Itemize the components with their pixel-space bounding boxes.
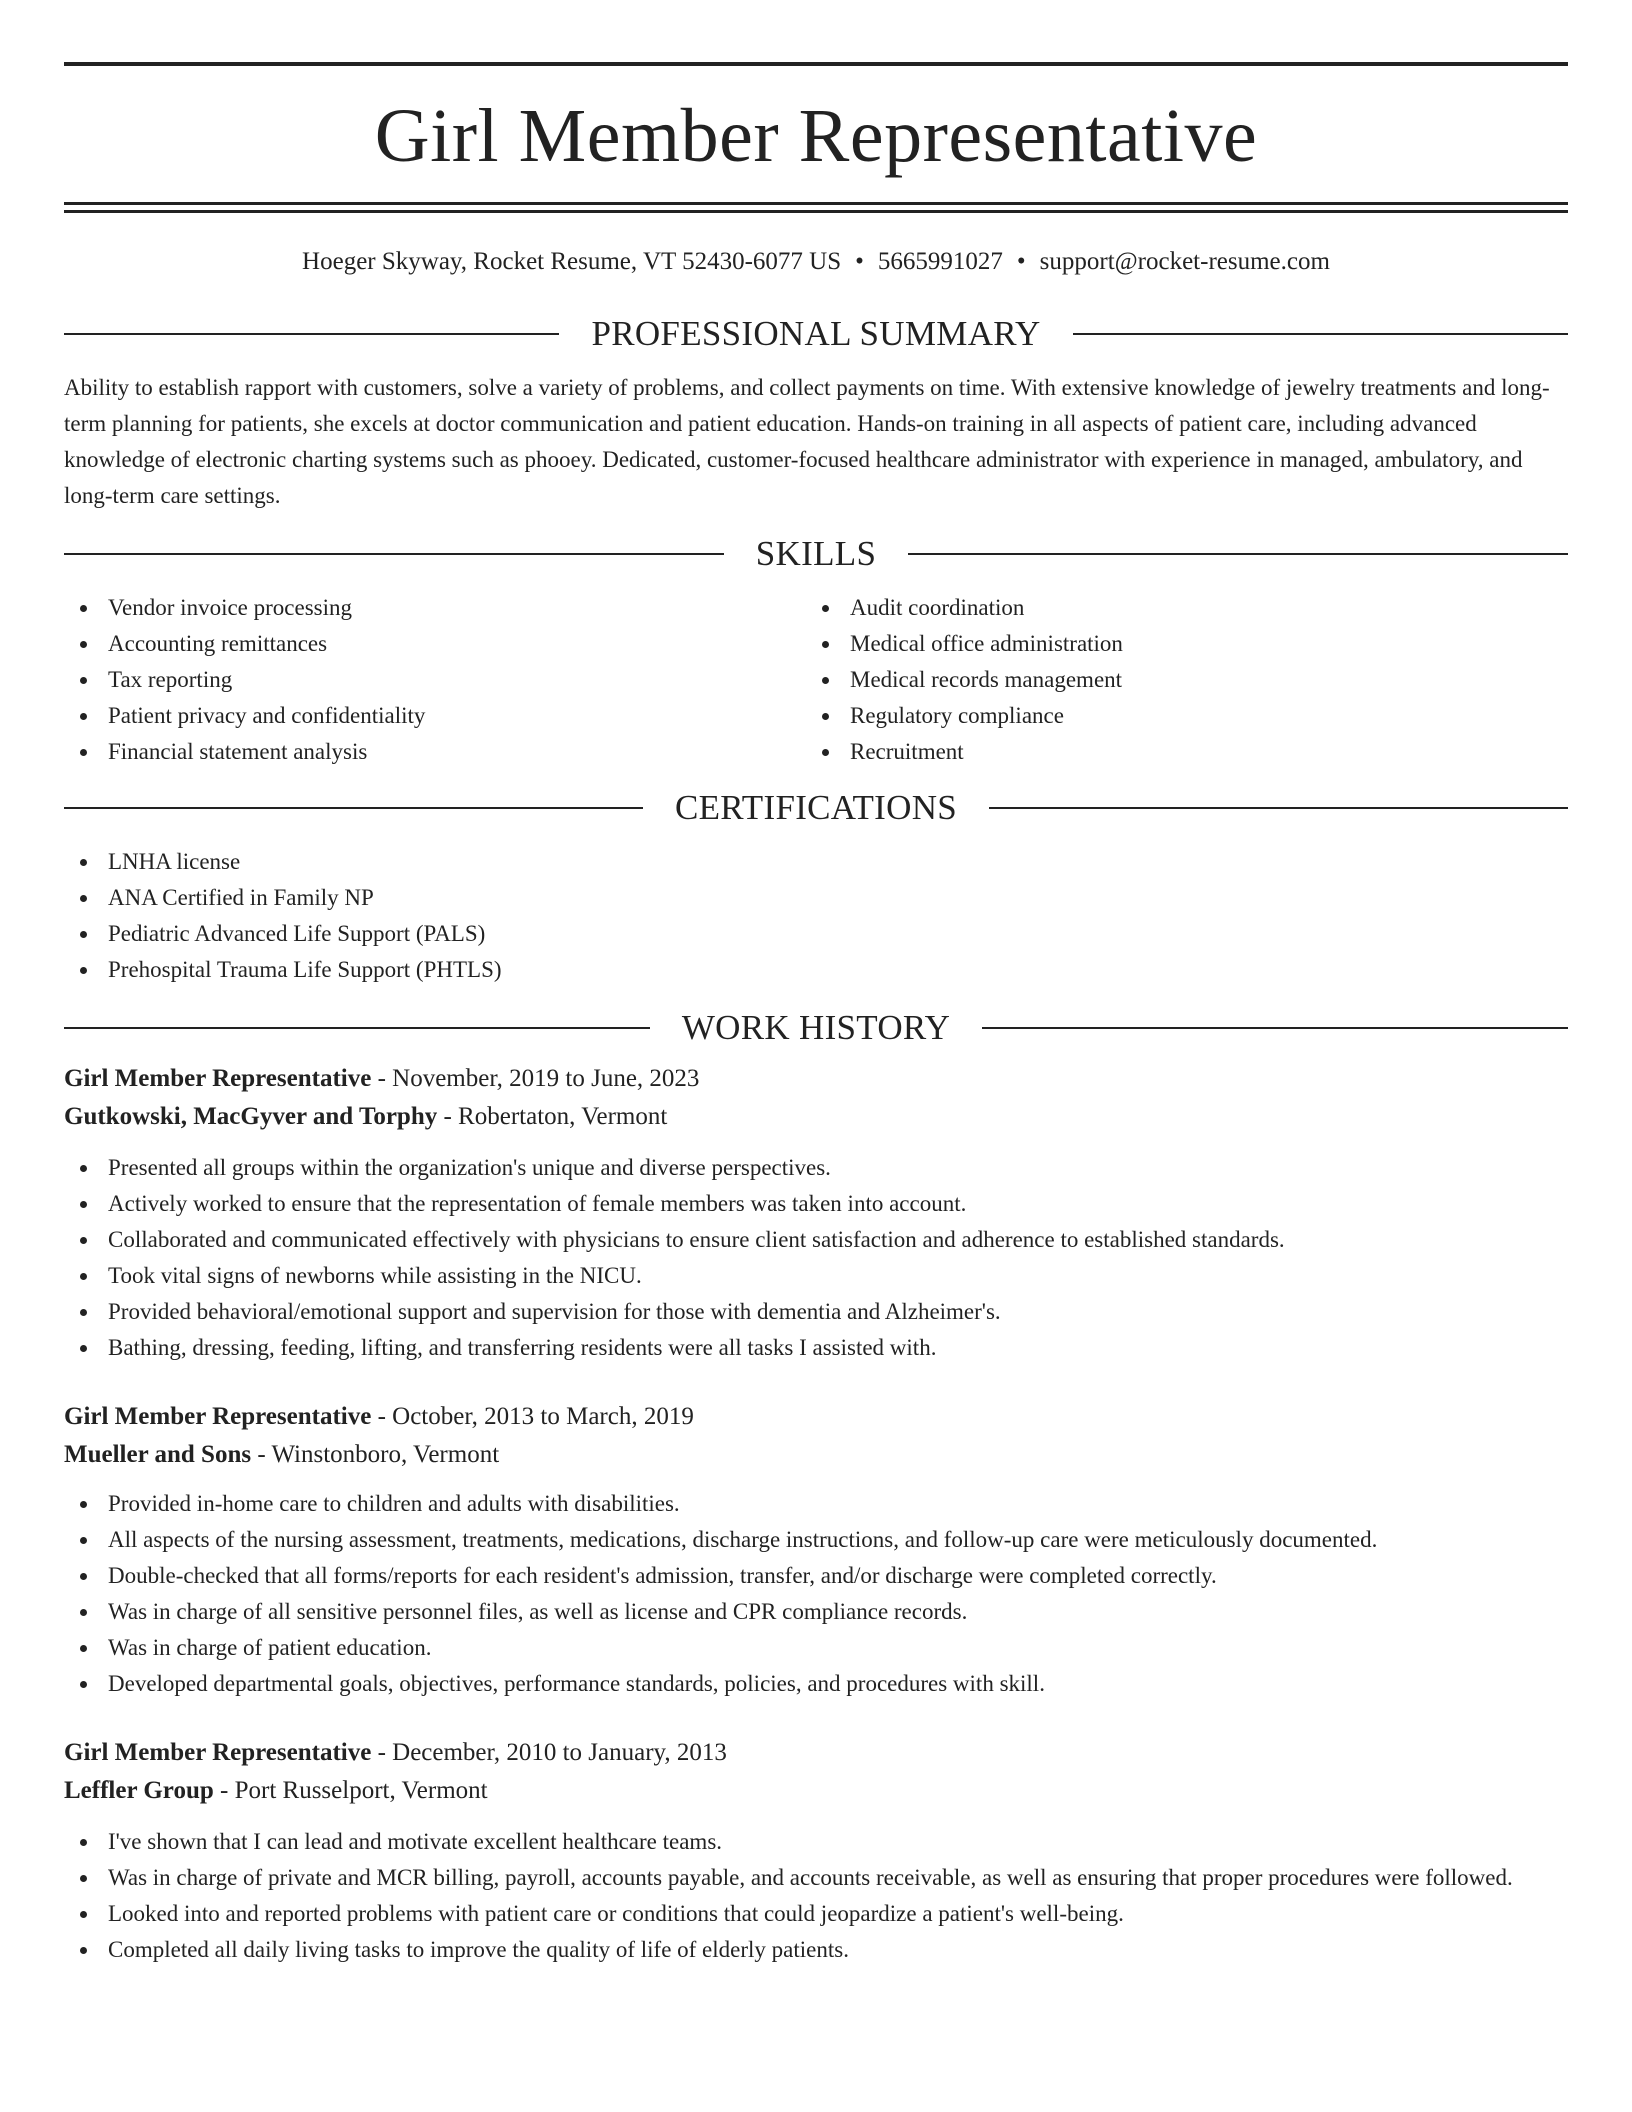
job-entry: [64, 1734, 1568, 1968]
skill-item: Financial statement analysis: [64, 734, 806, 770]
section-rule-left: [64, 807, 643, 809]
certifications-list: [64, 844, 1568, 988]
section-rule-right: [1073, 333, 1568, 335]
certifications-heading: CERTIFICATIONS: [674, 788, 958, 827]
job-entry: [64, 1398, 1568, 1702]
job-duty-item: Looked into and reported problems with patient care or conditions that could jeopardize a patient's well-being.: [64, 1896, 1568, 1932]
job-company: Mueller and Sons: [64, 1441, 252, 1468]
job-title-line: [64, 1734, 1568, 1772]
job-duty-item: Developed departmental goals, objectives, performance standards, policies, and procedures with skill.: [64, 1666, 1568, 1702]
job-duty-item: Took vital signs of newborns while assisting in the NICU.: [64, 1258, 1568, 1294]
job-duties-list: [64, 1824, 1568, 1968]
job-duty-item: All aspects of the nursing assessment, treatments, medications, discharge instructions, and follow-up care were meticulously documented.: [64, 1522, 1568, 1558]
section-rule-left: [64, 553, 724, 555]
skill-item: Medical office administration: [806, 626, 1548, 662]
certifications-section-header: [64, 788, 1568, 828]
job-location: - Port Russelport, Vermont: [213, 1777, 488, 1804]
job-title: Girl Member Representative: [64, 1739, 372, 1766]
job-duty-item: Actively worked to ensure that the representation of female members was taken into account.: [64, 1186, 1568, 1222]
skills-section-header: [64, 534, 1568, 574]
job-title-line: [64, 1060, 1568, 1098]
job-duty-item: Was in charge of private and MCR billing, payroll, accounts payable, and accounts receivable, as well as ensuring that proper procedures were followed.: [64, 1860, 1568, 1896]
job-duty-item: Double-checked that all forms/reports for each resident's admission, transfer, and/or discharge were completed correctly.: [64, 1558, 1568, 1594]
job-duty-item: Presented all groups within the organization's unique and diverse perspectives.: [64, 1150, 1568, 1186]
contact-separator: •: [855, 248, 864, 275]
skill-item: Regulatory compliance: [806, 698, 1548, 734]
job-location: - Robertaton, Vermont: [437, 1103, 668, 1130]
job-entry: [64, 1060, 1568, 1366]
job-dates: - November, 2019 to June, 2023: [371, 1065, 700, 1092]
section-rule-right: [989, 807, 1568, 809]
skill-item: Vendor invoice processing: [64, 590, 806, 626]
certification-item: LNHA license: [64, 844, 1568, 880]
job-duty-item: Was in charge of all sensitive personnel files, as well as license and CPR compliance records.: [64, 1594, 1568, 1630]
job-duties-list: [64, 1486, 1568, 1702]
contact-email: support@rocket-resume.com: [1039, 248, 1330, 275]
job-company-line: [64, 1436, 1568, 1474]
skills-column-left: [64, 590, 806, 770]
job-duty-item: Provided in-home care to children and adults with disabilities.: [64, 1486, 1568, 1522]
job-duty-item: Completed all daily living tasks to improve the quality of life of elderly patients.: [64, 1932, 1568, 1968]
skill-item: Patient privacy and confidentiality: [64, 698, 806, 734]
section-rule-right: [982, 1027, 1568, 1029]
job-dates: - October, 2013 to March, 2019: [371, 1403, 694, 1430]
certification-item: Pediatric Advanced Life Support (PALS): [64, 916, 1568, 952]
job-title-line: [64, 1398, 1568, 1436]
skills-column-right: [806, 590, 1548, 770]
job-company: Gutkowski, MacGyver and Torphy: [64, 1103, 438, 1130]
skills-heading: SKILLS: [755, 534, 877, 573]
header-top-rule: [64, 62, 1568, 66]
job-duty-item: Provided behavioral/emotional support and supervision for those with dementia and Alzheimer's.: [64, 1294, 1568, 1330]
skills-list: [64, 590, 1568, 770]
contact-line: [64, 246, 1568, 278]
contact-phone: 5665991027: [877, 248, 1003, 275]
contact-address: Hoeger Skyway, Rocket Resume, VT 52430-6077 US: [302, 248, 842, 275]
job-duty-item: Collaborated and communicated effectively with physicians to ensure client satisfaction and adherence to established standards.: [64, 1222, 1568, 1258]
skill-item: Recruitment: [806, 734, 1548, 770]
contact-separator: •: [1016, 248, 1026, 275]
job-company: Leffler Group: [64, 1777, 214, 1804]
job-company-line: [64, 1772, 1568, 1810]
section-rule-left: [64, 333, 559, 335]
job-title: Girl Member Representative: [64, 1065, 372, 1092]
job-duty-item: Was in charge of patient education.: [64, 1630, 1568, 1666]
certification-item: Prehospital Trauma Life Support (PHTLS): [64, 952, 1568, 988]
resume-page: [64, 62, 1568, 1968]
skill-item: Tax reporting: [64, 662, 806, 698]
skill-item: Accounting remittances: [64, 626, 806, 662]
job-location: - Winstonboro, Vermont: [251, 1441, 500, 1468]
candidate-name: Girl Member Representative: [374, 94, 1258, 178]
summary-section-header: [64, 314, 1568, 354]
skill-item: Medical records management: [806, 662, 1548, 698]
job-duty-item: I've shown that I can lead and motivate excellent healthcare teams.: [64, 1824, 1568, 1860]
certification-item: ANA Certified in Family NP: [64, 880, 1568, 916]
skill-item: Audit coordination: [806, 590, 1548, 626]
job-company-line: [64, 1098, 1568, 1136]
job-title: Girl Member Representative: [64, 1403, 372, 1430]
summary-heading: PROFESSIONAL SUMMARY: [591, 314, 1041, 353]
job-dates: - December, 2010 to January, 2013: [371, 1739, 727, 1766]
header-double-rule: [64, 202, 1568, 213]
section-rule-left: [64, 1027, 650, 1029]
summary-text: Ability to establish rapport with customers, solve a variety of problems, and collect payments on time. With extensive knowledge of jewelry treatments and long-term planning for patients, she excels at doctor communication and patient education. Hands-on training in all aspects of patient care, including advanced knowledge of electronic charting systems such as phooey. Dedicated, customer-focused healthcare administrator with experience in managed, ambulatory, and long-term care settings.: [64, 375, 1550, 508]
work-section-header: [64, 1008, 1568, 1048]
section-rule-right: [908, 553, 1568, 555]
work-heading: WORK HISTORY: [681, 1008, 951, 1047]
job-duties-list: [64, 1150, 1568, 1366]
job-duty-item: Bathing, dressing, feeding, lifting, and transferring residents were all tasks I assisted with.: [64, 1330, 1568, 1366]
